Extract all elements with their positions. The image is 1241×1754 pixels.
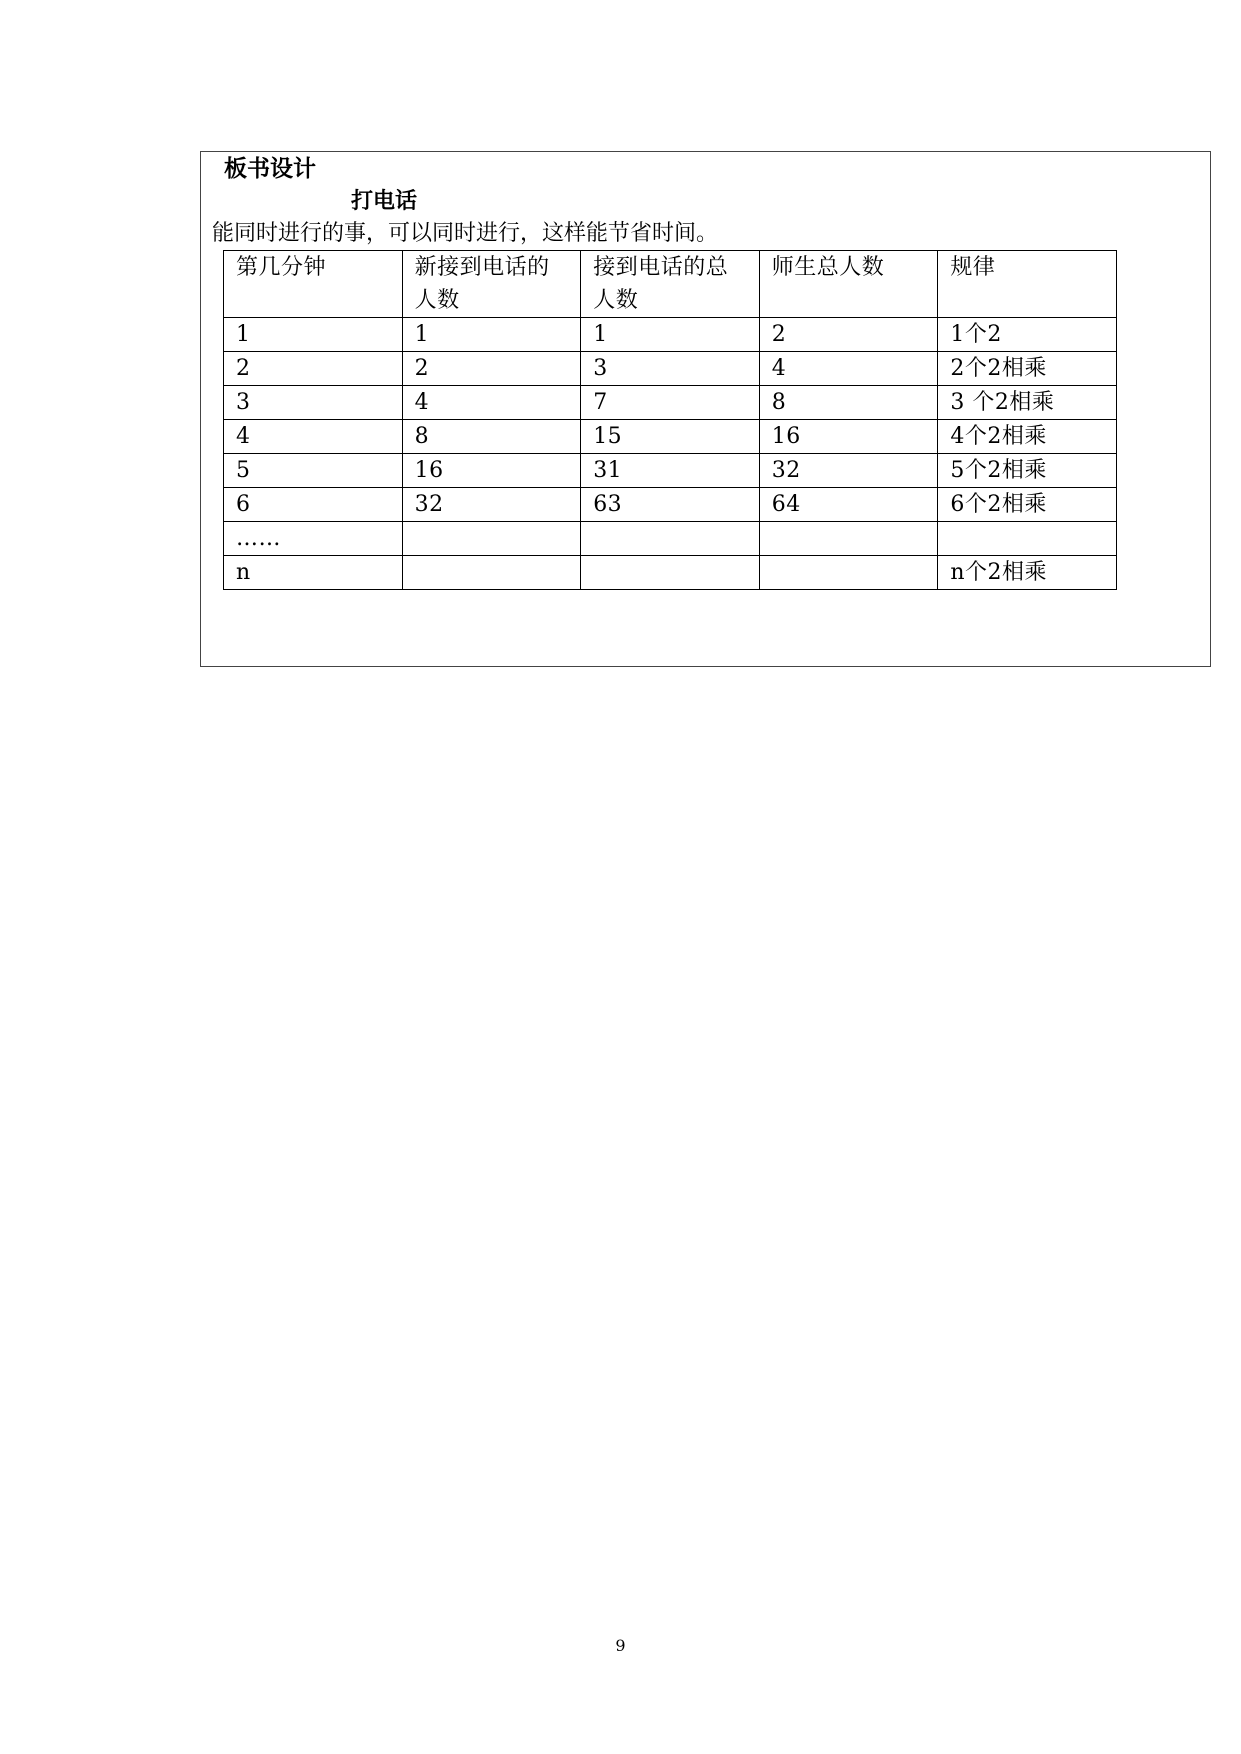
- table-row: [224, 488, 1117, 522]
- table-cell: 3: [224, 386, 403, 420]
- table-cell: 2: [759, 318, 938, 352]
- table-row: [224, 352, 1117, 386]
- table-cell: 2个2相乘: [938, 352, 1117, 386]
- page-number: 9: [615, 1636, 626, 1655]
- table-row: [224, 556, 1117, 590]
- table-cell: [402, 556, 581, 590]
- table-row: [224, 454, 1117, 488]
- table-cell: 4: [402, 386, 581, 420]
- table-cell: 8: [759, 386, 938, 420]
- table-cell: 1: [224, 318, 403, 352]
- table-cell: 16: [759, 420, 938, 454]
- table-cell: 8: [402, 420, 581, 454]
- table-cell: 3 个2相乘: [938, 386, 1117, 420]
- pattern-table: [223, 250, 1117, 590]
- header-new-callers: 新接到电话的人数: [402, 251, 581, 318]
- table-cell: 32: [759, 454, 938, 488]
- table-cell: 16: [402, 454, 581, 488]
- lesson-title: 打电话: [351, 189, 418, 214]
- header-minute: 第几分钟: [224, 251, 403, 318]
- table-row: [224, 318, 1117, 352]
- table-cell: 2: [402, 352, 581, 386]
- table-cell: 4: [224, 420, 403, 454]
- table-cell: [581, 522, 760, 556]
- table-row: [224, 522, 1117, 556]
- table-cell: n: [224, 556, 403, 590]
- table-header-row: [224, 251, 1117, 318]
- header-total-called: 接到电话的总人数: [581, 251, 760, 318]
- table-cell: 2: [224, 352, 403, 386]
- section-title: 板书设计: [224, 156, 316, 182]
- table-cell: 32: [402, 488, 581, 522]
- table-row: [224, 386, 1117, 420]
- table-row: [224, 420, 1117, 454]
- table-cell: 31: [581, 454, 760, 488]
- header-total-people: 师生总人数: [759, 251, 938, 318]
- table-cell: 1个2: [938, 318, 1117, 352]
- table-cell: [759, 522, 938, 556]
- summary-text: 能同时进行的事，可以同时进行，这样能节省时间。: [212, 221, 719, 246]
- table-cell: 63: [581, 488, 760, 522]
- table-cell: 5: [224, 454, 403, 488]
- table-cell: 64: [759, 488, 938, 522]
- header-pattern: 规律: [938, 251, 1117, 318]
- table-cell: 3: [581, 352, 760, 386]
- table-cell: 7: [581, 386, 760, 420]
- table-cell: 4: [759, 352, 938, 386]
- table-cell: 6个2相乘: [938, 488, 1117, 522]
- table-cell: [581, 556, 760, 590]
- table-cell: [759, 556, 938, 590]
- table-cell: [938, 522, 1117, 556]
- table-cell: [402, 522, 581, 556]
- table-cell: 15: [581, 420, 760, 454]
- table-cell: 5个2相乘: [938, 454, 1117, 488]
- table-cell: 1: [402, 318, 581, 352]
- table-cell: n个2相乘: [938, 556, 1117, 590]
- table-cell: 6: [224, 488, 403, 522]
- table-cell: 1: [581, 318, 760, 352]
- table-cell: ……: [224, 522, 403, 556]
- table-cell: 4个2相乘: [938, 420, 1117, 454]
